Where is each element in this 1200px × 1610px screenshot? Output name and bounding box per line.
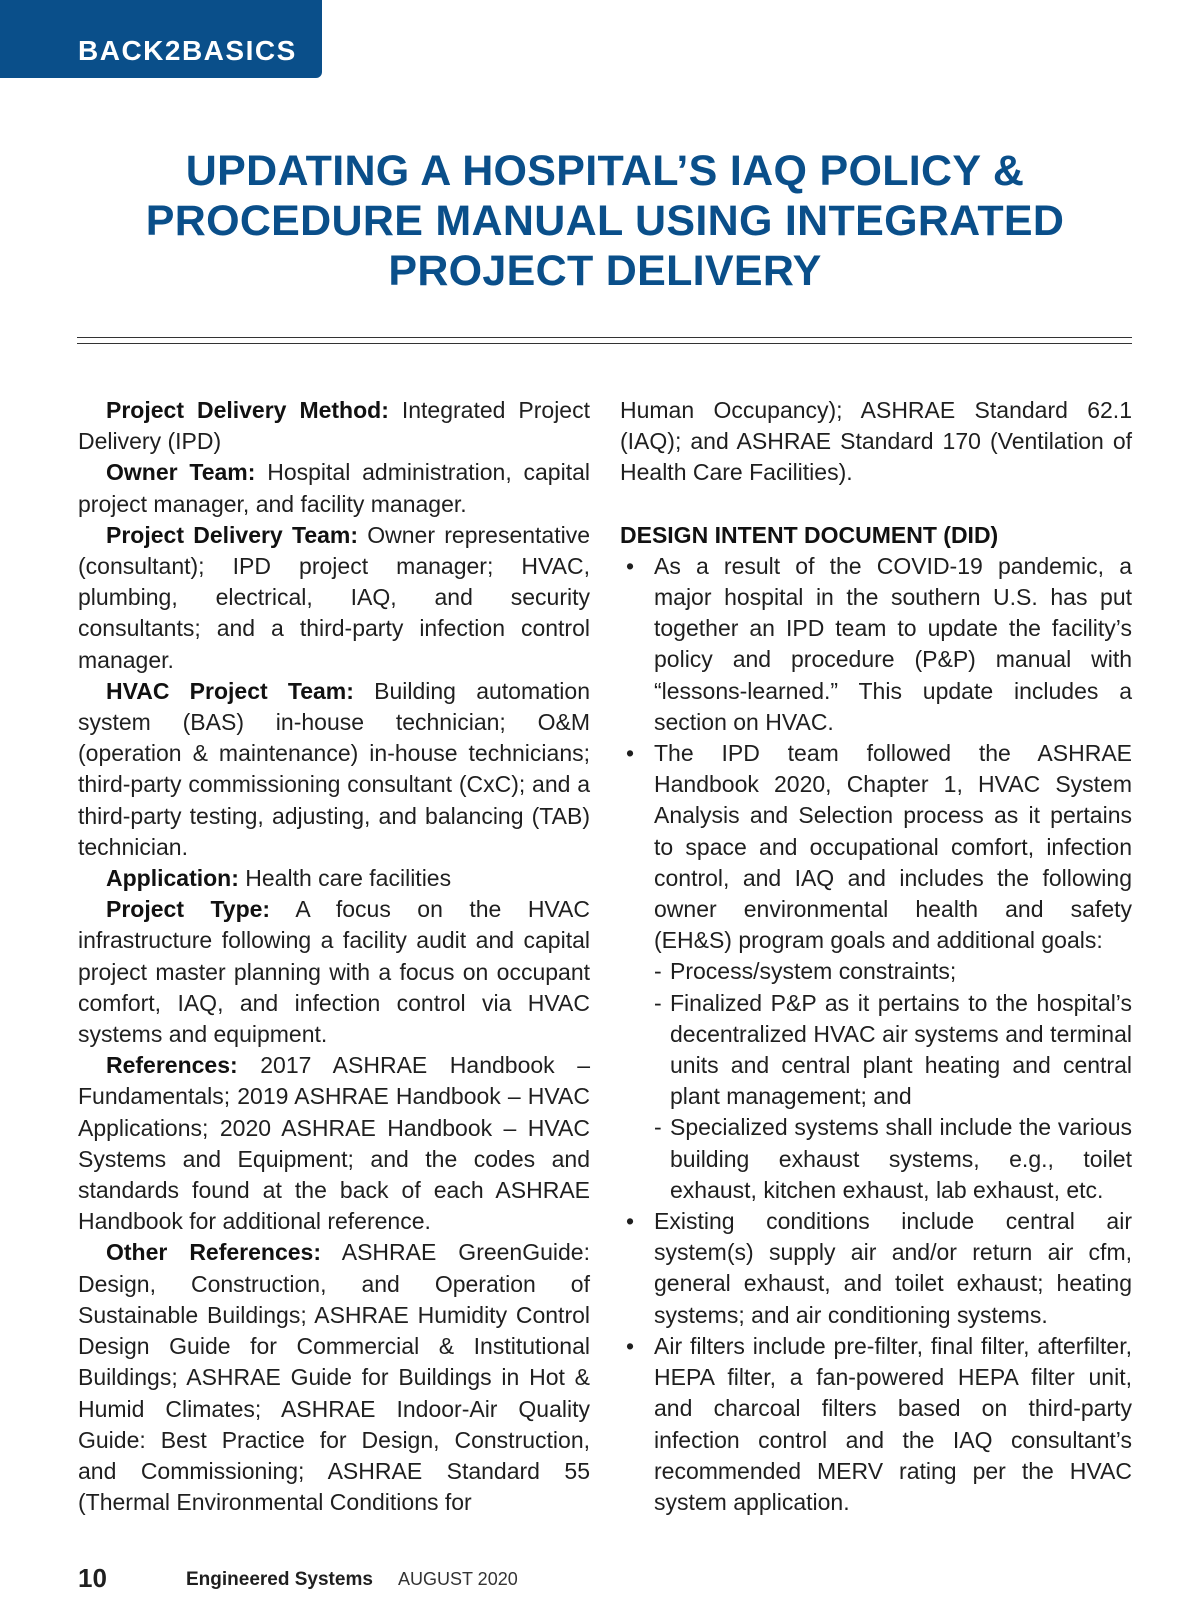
field-text: A focus on the HVAC infrastructure following a facility audit and capital project master planning with a focus on occupant comfort, IAQ, and infection control via HVAC systems and equipment. <box>78 896 591 1048</box>
article-title: UPDATING A HOSPITAL’S IAQ POLICY & PROCEDURE MANUAL USING INTEGRATED PROJECT DELIVERY <box>145 147 1065 295</box>
list-item-text: The IPD team followed the ASHRAE Handbook 2020, Chapter 1, HVAC System Analysis and Selection process as it pertains to space and occupational comfort, infection control, and IAQ and includes the following owner environmental health and safety (EH&S) program goals and additional goals: <box>654 740 1132 954</box>
did-bullet-list <box>620 551 1132 1518</box>
section-heading: DESIGN INTENT DOCUMENT (DID) <box>620 521 999 548</box>
field-label: Owner Team: <box>106 459 256 486</box>
title-divider-bottom <box>77 343 1132 344</box>
field-hvac-project-team <box>78 676 590 863</box>
field-text: ASHRAE GreenGuide: Design, Construction, and Operation of Sustainable Buildings; ASHRAE Humidity Control Design Guide for Commercial & Institutional Buildings; ASHRAE Guide for Buildings in Hot & Humid Climates; ASHRAE Indoor-Air Quality Guide: Best Practice for Design, Construction, and Commissioning; ASHRAE Standard 55 (Thermal Environmental Conditions for <box>78 1239 590 1516</box>
issue-date: AUGUST 2020 <box>398 1569 518 1589</box>
page-number: 10 <box>78 1563 107 1593</box>
field-other-references <box>78 1237 590 1518</box>
field-label: Project Type: <box>106 896 271 923</box>
field-text: Health care facilities <box>245 865 452 892</box>
sub-list <box>654 956 1132 1206</box>
list-item-text: As a result of the COVID-19 pandemic, a major hospital in the southern U.S. has put together an IPD team to update the facility’s policy and procedure (P&P) manual with “lessons-learned.” This update includes a section on HVAC. <box>654 552 1132 735</box>
field-project-delivery-team <box>78 520 590 676</box>
sub-list-item: - Process/system constraints; <box>654 956 1132 987</box>
field-text: Integrated Project Delivery (IPD) <box>78 397 590 455</box>
field-label: Other References: <box>106 1239 322 1266</box>
section-tag: BACK2BASICS <box>0 0 322 78</box>
field-label: Project Delivery Team: <box>106 521 359 548</box>
field-project-delivery-method <box>78 395 590 457</box>
field-text: Building automation system (BAS) in-house technician; O&M (operation & maintenance) in-house technicians; third-party commissioning consultant (CxC); and a third-party testing, adjusting, and balancing (TAB) technician. <box>78 677 590 860</box>
list-item <box>620 1331 1132 1518</box>
magazine-name: Engineered Systems <box>186 1569 373 1590</box>
left-column <box>78 395 590 1518</box>
sub-list-item: - Specialized systems shall include the various building exhaust systems, e.g., toilet exhaust, kitchen exhaust, lab exhaust, etc. <box>654 1112 1132 1206</box>
list-item <box>620 1206 1132 1331</box>
sub-list-item: - Finalized P&P as it pertains to the hospital’s decentralized HVAC air systems and terminal units and central plant heating and central plant management; and <box>654 988 1132 1113</box>
field-label: Application: <box>106 865 239 892</box>
field-label: References: <box>106 1052 238 1079</box>
field-text: Hospital administration, capital project manager, and facility manager. <box>78 459 590 517</box>
field-application <box>78 863 590 894</box>
field-project-type <box>78 894 590 1050</box>
field-label: Project Delivery Method: <box>106 397 389 423</box>
references-continuation: Human Occupancy); ASHRAE Standard 62.1 (IAQ); and ASHRAE Standard 170 (Ventilation of Health Care Facilities). <box>620 397 1132 486</box>
list-item-text: Air filters include pre-filter, final filter, afterfilter, HEPA filter, a fan-powered HEPA filter unit, and charcoal filters based on third-party infection control and the IAQ consultant’s recommended MERV rating per the HVAC system application. <box>654 1332 1132 1515</box>
field-label: HVAC Project Team: <box>106 677 354 704</box>
field-references <box>78 1050 590 1237</box>
field-owner-team <box>78 457 590 519</box>
list-item-text: Existing conditions include central air system(s) supply air and/or return air cfm, general exhaust, and toilet exhaust; heating systems; and air conditioning systems. <box>654 1208 1132 1328</box>
field-text: 2017 ASHRAE Handbook – Fundamentals; 2019 ASHRAE Handbook – HVAC Applications; 2020 ASHRAE Handbook – HVAC Systems and Equipment; and the codes and standards found at the back of each ASHRAE Handbook for additional reference. <box>78 1052 590 1235</box>
title-divider-top <box>77 337 1132 338</box>
list-item <box>620 738 1132 1206</box>
field-text: Owner representative (consultant); IPD project manager; HVAC, plumbing, electrical, IAQ, and security consultants; and a third-party infection control manager. <box>78 521 591 673</box>
right-column <box>620 395 1132 1518</box>
list-item <box>620 551 1132 738</box>
